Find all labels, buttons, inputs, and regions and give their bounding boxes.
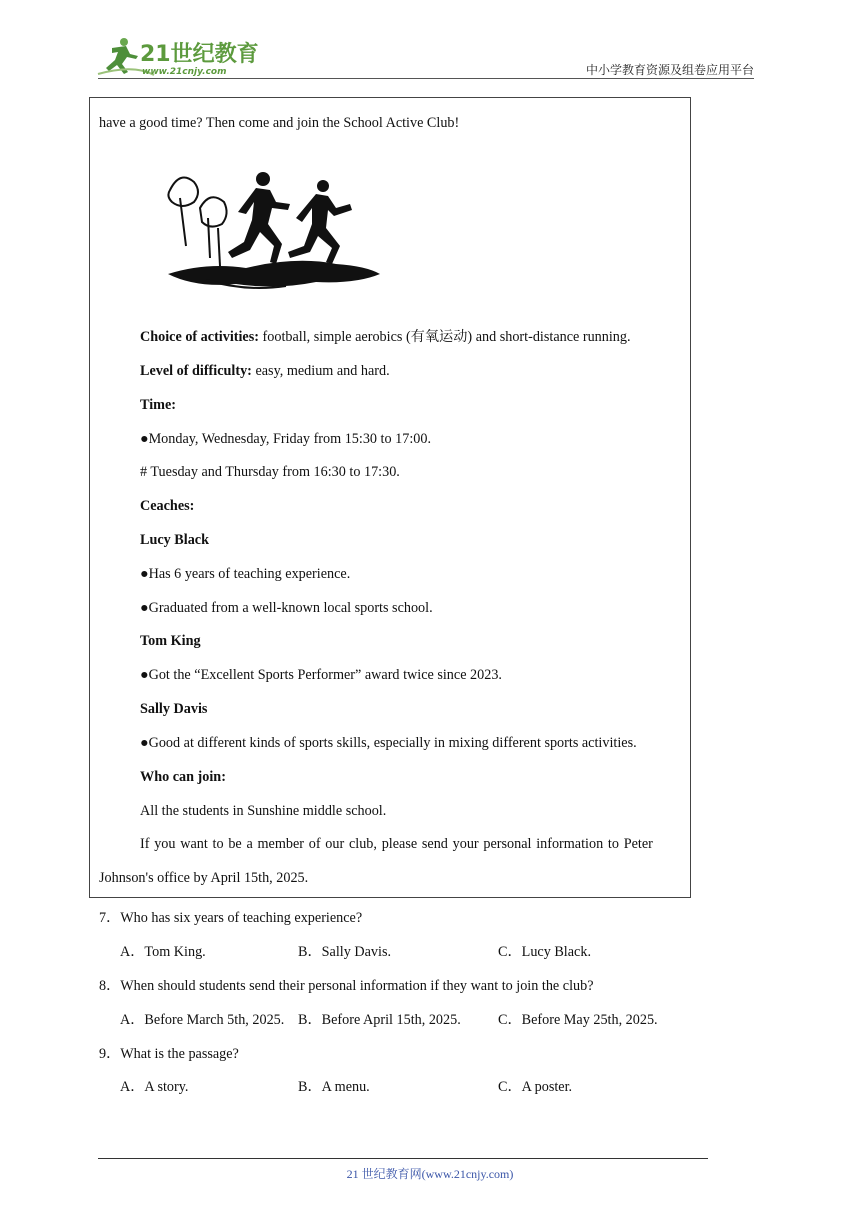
time-label: Time: [140, 397, 176, 413]
activities-label: Choice of activities: [140, 329, 259, 345]
logo-text: 21世纪教育 [140, 42, 259, 67]
question-8-option-b[interactable]: B．Before April 15th, 2025. [298, 1012, 461, 1028]
coach-name-2: Tom King [140, 633, 201, 649]
activities-text: football, simple aerobics (有氧运动) and short-distance running. [258, 329, 631, 345]
question-8-stem: 8．When should students send their personal information if they want to join the club? [99, 978, 594, 994]
question-7-option-a[interactable]: A．Tom King. [120, 944, 206, 960]
question-8-option-a[interactable]: A．Before March 5th, 2025. [120, 1012, 285, 1028]
runners-illustration [166, 168, 382, 298]
logo-url: www.21cnjy.com [142, 67, 227, 77]
question-9-option-c[interactable]: C．A poster. [498, 1079, 573, 1095]
coach-1-detail-2: ●Graduated from a well-known local sports school. [140, 600, 433, 616]
difficulty-text: easy, medium and hard. [251, 363, 390, 379]
question-7-stem: 7．Who has six years of teaching experience? [99, 910, 363, 926]
question-7-option-c[interactable]: C．Lucy Black. [498, 944, 591, 960]
header-divider [98, 78, 754, 79]
coach-name-3: Sally Davis [140, 701, 208, 717]
question-9-option-a[interactable]: A．A story. [120, 1079, 189, 1095]
closing-line-2: Johnson's office by April 15th, 2025. [99, 870, 309, 886]
question-9-option-b[interactable]: B．A menu. [298, 1079, 370, 1095]
question-7-option-b[interactable]: B．Sally Davis. [298, 944, 392, 960]
closing-line-1: If you want to be a member of our club, please send your personal information to Peter [140, 836, 653, 852]
site-name: 中小学教育资源及组卷应用平台 [585, 63, 754, 77]
coach-name-1: Lucy Black [140, 532, 209, 548]
footer-text[interactable]: 21 世纪教育网(www.21cnjy.com) [346, 1167, 514, 1181]
time-line-1: ●Monday, Wednesday, Friday from 15:30 to 17:00. [140, 431, 432, 447]
coach-2-detail-1: ●Got the “Excellent Sports Performer” award twice since 2023. [140, 667, 502, 683]
footer-divider [98, 1158, 708, 1159]
question-8-option-c[interactable]: C．Before May 25th, 2025. [498, 1012, 658, 1028]
coaches-label: Ceaches: [140, 498, 195, 514]
who-label: Who can join: [140, 769, 226, 785]
activities-line [140, 328, 631, 346]
coach-3-detail-1: ●Good at different kinds of sports skills, especially in mixing different sports activities. [140, 735, 637, 751]
difficulty-label: Level of difficulty: [140, 363, 252, 379]
question-9-stem: 9．What is the passage? [99, 1046, 239, 1062]
time-line-2: # Tuesday and Thursday from 16:30 to 17:30. [140, 464, 400, 480]
passage-intro: have a good time? Then come and join the School Active Club! [99, 115, 460, 131]
who-text: All the students in Sunshine middle school. [140, 803, 387, 819]
difficulty-line [140, 362, 390, 380]
coach-1-detail-1: ●Has 6 years of teaching experience. [140, 566, 351, 582]
site-logo [94, 34, 264, 80]
